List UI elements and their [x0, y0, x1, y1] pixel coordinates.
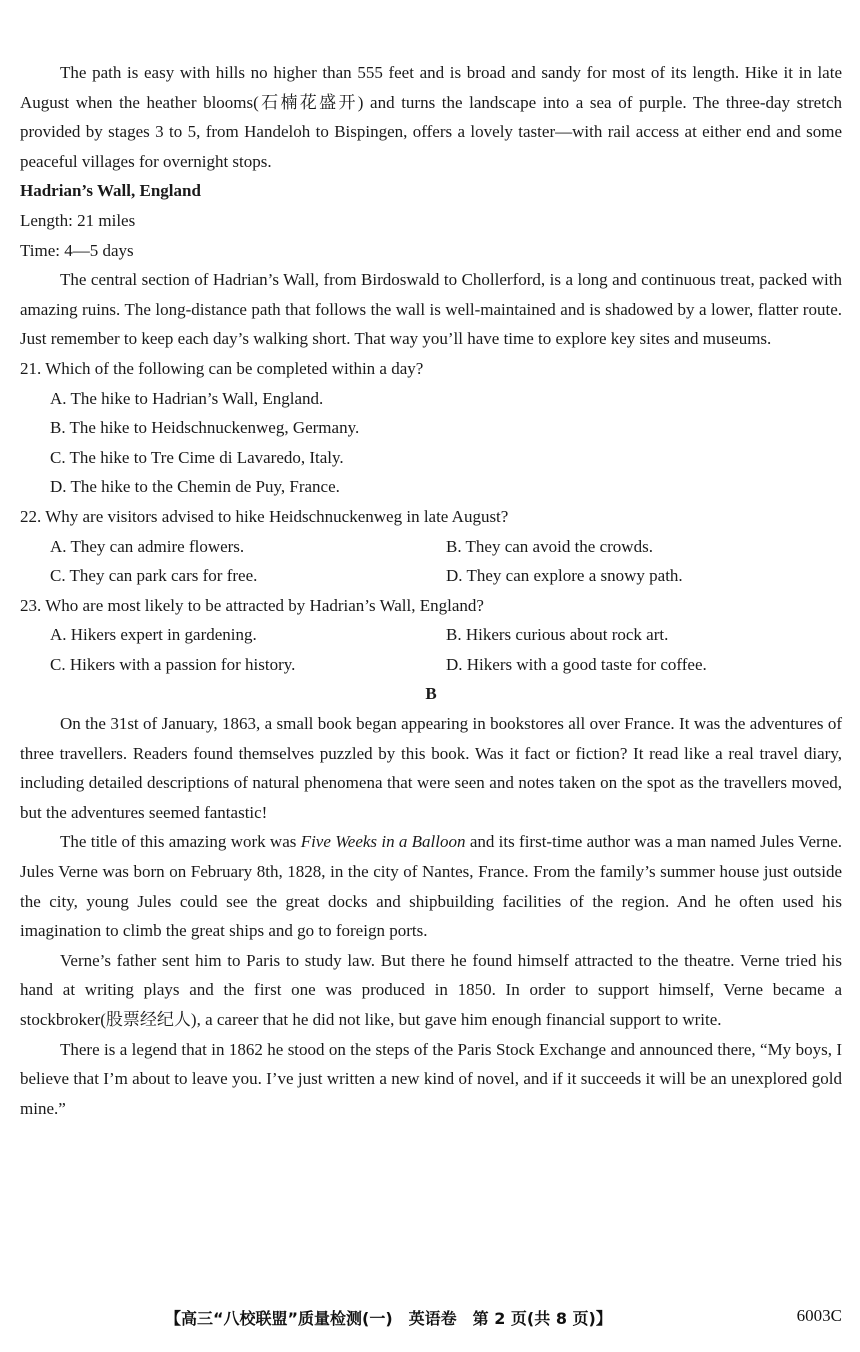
- option-c: C. Hikers with a passion for history.: [50, 654, 296, 674]
- paragraph-b2: [20, 827, 842, 945]
- footer-title: 【高三“八校联盟”质量检测(一) 英语卷 第 2 页(共 8 页)】: [165, 1309, 612, 1328]
- exam-page: [20, 58, 842, 1123]
- option-b: B. Hikers curious about rock art.: [446, 625, 669, 645]
- book-title: Five Weeks in a Balloon: [300, 832, 466, 852]
- option-a: A. They can admire flowers.: [50, 536, 245, 556]
- paragraph-hadrians-wall: The central section of Hadrian’s Wall, from Birdoswald to Chollerford, is a long and continuous treat, packed with amazing ruins. The long-distance path that follows the wall is well-maintained and is shadowed by a lower, flatter route. Just remember to keep each day’s walking short. That way you’ll have time to explore key sites and museums.: [20, 270, 842, 349]
- paper-code: 6003C: [796, 1306, 842, 1325]
- length-info: Length: 21 miles: [20, 210, 136, 230]
- question-stem: 21. Which of the following can be completed within a day?: [20, 358, 424, 378]
- section-label-b: B: [425, 684, 437, 704]
- option-a: A. The hike to Hadrian’s Wall, England.: [50, 388, 324, 408]
- option-d: D. They can explore a snowy path.: [446, 566, 683, 586]
- paragraph-heidschnuckenweg: The path is easy with hills no higher than 555 feet and is broad and sandy for most of its length. Hike it in late August when the heather blooms(石楠花盛开) and turns the landscape into a sea of purple. The three-day stretch provided by stages 3 to 5, from Handeloh to Bispingen, offers a lovely taster—with rail access at either end and some peaceful villages for overnight stops.: [20, 63, 842, 171]
- question-22: [20, 502, 842, 591]
- paragraph-b3: Verne’s father sent him to Paris to study law. But there he found himself attracted to the theatre. Verne tried his hand at writing plays and the first one was produced in 1850. In order to support himself, Verne became a stockbroker(股票经纪人), a career that he did not like, but gave him enough financial support to write.: [20, 950, 842, 1029]
- paragraph-b4: There is a legend that in 1862 he stood on the steps of the Paris Stock Exchange and announced there, “My boys, I believe that I’m about to leave you. I’ve just written a new kind of novel, and if it succeeds it will be an unexplored gold mine.”: [20, 1039, 842, 1118]
- option-d: D. The hike to the Chemin de Puy, France.: [50, 477, 340, 497]
- question-23: [20, 591, 842, 680]
- text-segment: The title of this amazing work was: [60, 832, 301, 852]
- option-b: B. They can avoid the crowds.: [446, 536, 653, 556]
- option-c: C. The hike to Tre Cime di Lavaredo, Italy.: [50, 447, 344, 467]
- question-stem: 22. Why are visitors advised to hike Heidschnuckenweg in late August?: [20, 506, 509, 526]
- question-21: [20, 354, 842, 502]
- paragraph-b1: On the 31st of January, 1863, a small book began appearing in bookstores all over France. It was the adventures of three travellers. Readers found themselves puzzled by this book. Was it fact or fiction? It read like a real travel diary, including detailed descriptions of natural phenomena that were seen and notes taken on the spot as the travellers moved, but the adventures seemed fantastic!: [20, 714, 842, 822]
- text-segment: and its first-time author was a man named Jules Verne. Jules Verne was born on February 8th, 1828, in the city of Nantes, France. From the family’s summer house just outside the city, young Jules could see the great docks and shipbuilding facilities of the region. And he often used his imagination to climb the great ships and go to foreign ports.: [20, 832, 843, 941]
- option-c: C. They can park cars for free.: [50, 566, 258, 586]
- time-info: Time: 4—5 days: [20, 240, 134, 260]
- question-stem: 23. Who are most likely to be attracted by Hadrian’s Wall, England?: [20, 595, 484, 615]
- option-a: A. Hikers expert in gardening.: [50, 625, 257, 645]
- section-heading-hadrians-wall: Hadrian’s Wall, England: [20, 181, 201, 201]
- option-d: D. Hikers with a good taste for coffee.: [446, 654, 707, 674]
- option-b: B. The hike to Heidschnuckenweg, Germany.: [50, 418, 360, 438]
